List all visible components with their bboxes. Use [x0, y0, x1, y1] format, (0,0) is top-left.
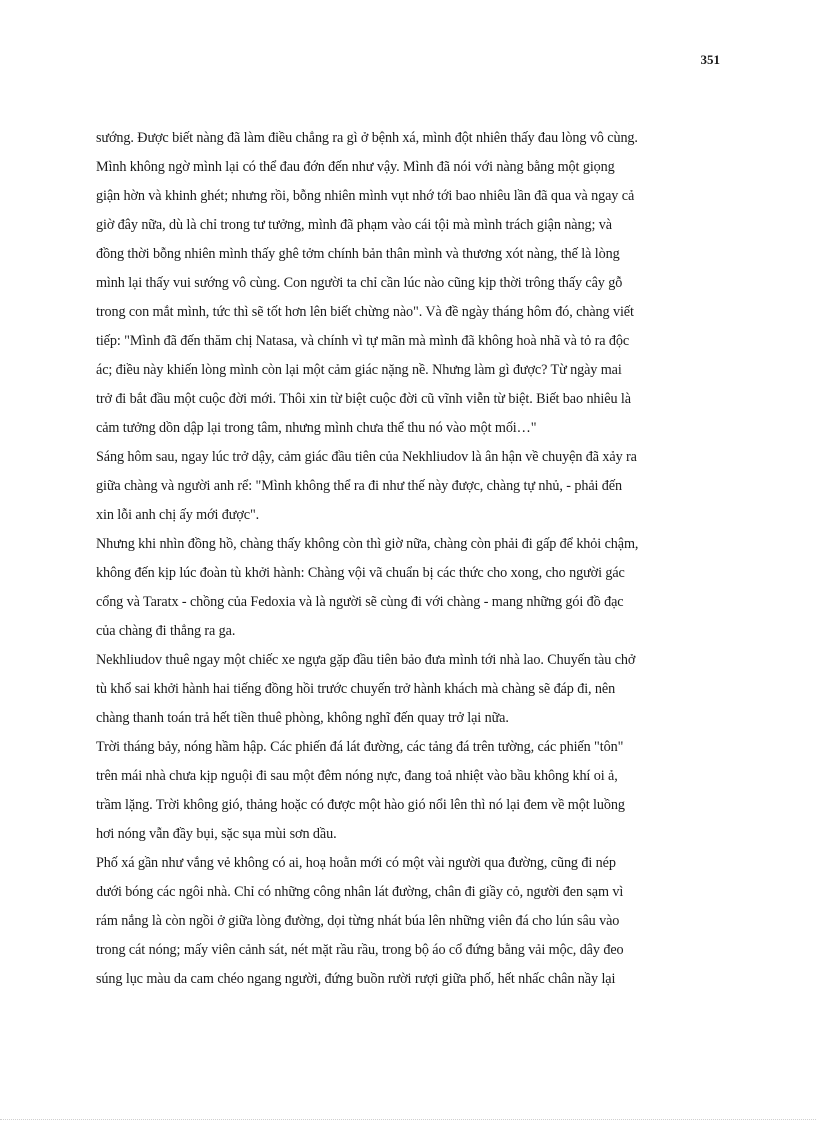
- text-line: giờ đây nữa, dù là chỉ trong tư tưởng, mình đã phạm vào cái tội mà mình trách giận nàng; và: [96, 217, 612, 233]
- text-line: hơi nóng vẫn đầy bụi, sặc sụa mùi sơn dầu.: [96, 826, 337, 842]
- text-line: Trời tháng bảy, nóng hầm hập. Các phiến đá lát đường, các tảng đá trên tường, các phiến "tôn": [96, 739, 624, 755]
- text-line: cảm tưởng dồn dập lại trong tâm, nhưng mình chưa thể thu nó vào một mối…": [96, 420, 537, 436]
- page-number: 351: [700, 52, 720, 67]
- text-line: ác; điều này khiến lòng mình còn lại một cảm giác nặng nề. Nhưng làm gì được? Từ ngày mai: [96, 362, 622, 378]
- text-line: trên mái nhà chưa kịp nguội đi sau một đêm nóng nực, đang toả nhiệt vào bầu không khí oi ả,: [96, 768, 618, 784]
- text-line: dưới bóng các ngôi nhà. Chỉ có những công nhân lát đường, chân đi giầy cỏ, người đen sạm vì: [96, 884, 624, 900]
- text-line: súng lục màu da cam chéo ngang người, đứng buồn rười rượi giữa phố, hết nhấc chân nầy lại: [96, 971, 616, 987]
- page-bottom-border: [0, 1119, 816, 1120]
- text-line: Phố xá gần như vắng vẻ không có ai, hoạ hoằn mới có một vài người qua đường, cũng đi nép: [96, 855, 616, 871]
- text-line: trở đi bắt đầu một cuộc đời mới. Thôi xin từ biệt cuộc đời cũ vĩnh viễn từ biệt. Biết bao nhiêu là: [96, 391, 631, 407]
- text-line: đồng thời bỗng nhiên mình thấy ghê tởm chính bản thân mình và thương xót nàng, thế là lòng: [96, 246, 620, 262]
- text-line: Mình không ngờ mình lại có thể đau đớn đến như vậy. Mình đã nói với nàng bằng một giọng: [96, 159, 615, 175]
- text-line: rám nắng là còn ngồi ở giữa lòng đường, dọi từng nhát búa lên những viên đá cho lún sâu vào: [96, 913, 620, 929]
- text-line: Sáng hôm sau, ngay lúc trở dậy, cảm giác đầu tiên của Nekhliudov là ân hận về chuyện đã xảy ra: [96, 449, 637, 465]
- text-line: tiếp: "Mình đã đến thăm chị Natasa, và chính vì tự mãn mà mình đã không hoà nhã và tỏ ra độc: [96, 333, 630, 349]
- text-line: của chàng đi thẳng ra ga.: [96, 623, 236, 639]
- text-line: trầm lặng. Trời không gió, thảng hoặc có được một hào gió nổi lên thì nó lại đem về một luồng: [96, 797, 625, 813]
- text-line: không đến kịp lúc đoàn tù khởi hành: Chàng vội vã chuẩn bị các thức cho xong, cho người gác: [96, 565, 625, 581]
- text-line: cổng và Taratx - chồng của Fedoxia và là người sẽ cùng đi với chàng - mang những gói đồ đạc: [96, 594, 624, 610]
- text-line: giữa chàng và người anh rể: "Mình không thể ra đi như thế này được, chàng tự nhủ, - phải đến: [96, 478, 622, 494]
- text-line: mình lại thấy vui sướng vô cùng. Con người ta chỉ cần lúc nào cũng kịp thời trông thấy cây gỗ: [96, 275, 623, 291]
- text-line: Nekhliudov thuê ngay một chiếc xe ngựa gặp đầu tiên bảo đưa mình tới nhà lao. Chuyến tàu chở: [96, 652, 636, 668]
- body-text: [96, 124, 720, 994]
- text-line: xin lỗi anh chị ấy mới được".: [96, 507, 260, 523]
- text-line: giận hờn và khinh ghét; nhưng rồi, bỗng nhiên mình vụt nhớ tới bao nhiêu lần đã qua và ngay cả: [96, 188, 635, 204]
- text-line: trong con mắt mình, tức thì sẽ tốt hơn lên biết chừng nào". Và đề ngày tháng hôm đó, chàng viết: [96, 304, 634, 320]
- text-line: trong cát nóng; mấy viên cảnh sát, nét mặt rầu rầu, trong bộ áo cổ đứng bằng vải mộc, dây đeo: [96, 942, 624, 958]
- text-line: chàng thanh toán trả hết tiền thuê phòng, không nghĩ đến quay trở lại nữa.: [96, 710, 509, 726]
- text-line: sướng. Được biết nàng đã làm điều chẳng ra gì ở bệnh xá, mình đột nhiên thấy đau lòng vô cùng.: [96, 130, 638, 146]
- text-line: tù khổ sai khởi hành hai tiếng đồng hồi trước chuyến trở hành khách mà chàng sẽ đáp đi, nên: [96, 681, 616, 697]
- text-line: Nhưng khi nhìn đồng hồ, chàng thấy không còn thì giờ nữa, chàng còn phải đi gấp để khỏi chậm,: [96, 536, 639, 552]
